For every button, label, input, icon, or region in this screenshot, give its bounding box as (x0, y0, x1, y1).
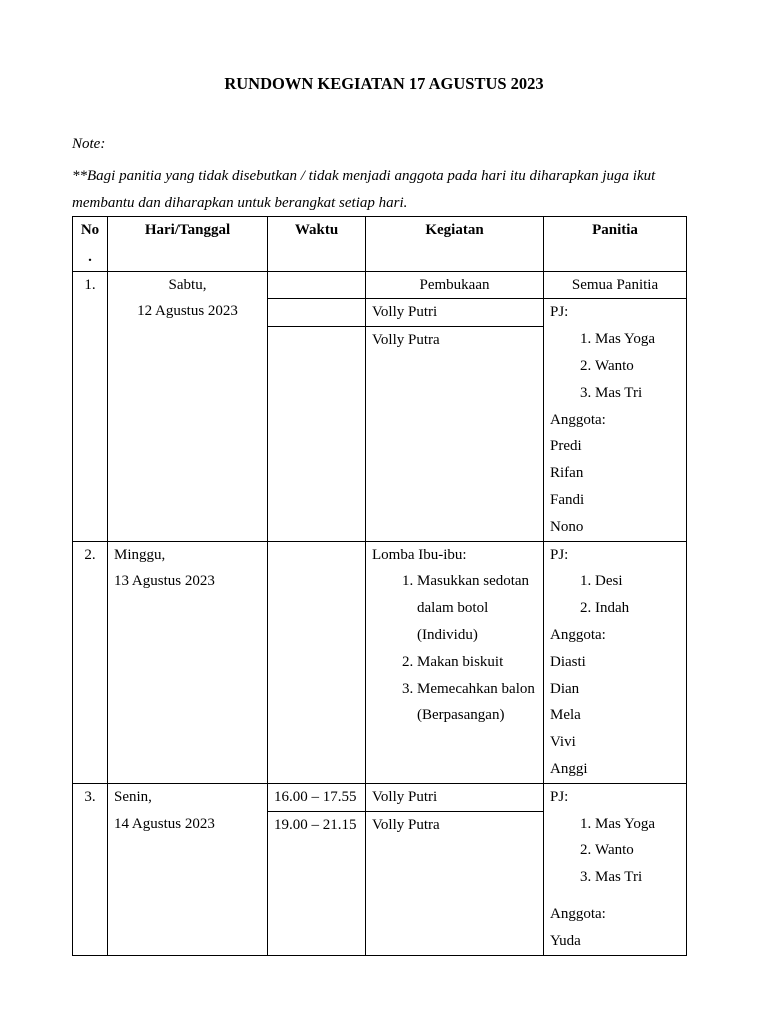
member-item: Nono (550, 518, 584, 535)
sub-activity: 3. Memecahkan balon (Berpasangan) (417, 676, 537, 730)
row-no: 1. (73, 271, 108, 541)
row-date-cell (108, 541, 268, 783)
row-activity: Volly Putra (366, 327, 544, 541)
header-no: No . (73, 217, 108, 272)
row-time (268, 271, 366, 299)
member-item: Predi (550, 438, 582, 455)
member-item: Mela (550, 707, 581, 724)
pj-item: 2. Indah (595, 595, 680, 622)
row-date: 12 Agustus 2023 (137, 303, 238, 320)
pj-item: 1. Desi (595, 568, 680, 595)
document-title: RUNDOWN KEGIATAN 17 AGUSTUS 2023 (224, 74, 544, 93)
table-header-row (73, 217, 687, 272)
rundown-table (72, 216, 687, 956)
row-activity: Volly Putri (366, 783, 544, 811)
note-text: **Bagi panitia yang tidak disebutkan / tidak menjadi anggota pada hari itu diharapkan juga ikut membantu dan diharapkan untuk berangkat setiap hari. (72, 168, 656, 211)
pj-item: 1. Mas Yoga (595, 326, 680, 353)
row-time (268, 299, 366, 327)
row-activity: Lomba Ibu-ibu: 1. Masukkan sedotan dalam botol (Individu) 2. Makan biskuit 3. Memecahkan balon (Berpasangan) (366, 541, 544, 783)
note-label: Note: (72, 136, 106, 152)
row-activity: Volly Putri (366, 299, 544, 327)
row-day: Senin, (114, 788, 152, 805)
row-time: 16.00 – 17.55 (268, 783, 366, 811)
header-date: Hari/Tanggal (108, 217, 268, 272)
row-committee: PJ: 1. Mas Yoga 2. Wanto 3. Mas Tri Anggota: Predi Rifan Fandi Nono (544, 299, 687, 541)
member-item: Anggi (550, 760, 588, 777)
row-date-cell (108, 783, 268, 955)
member-item: Yuda (550, 932, 581, 949)
member-item: Vivi (550, 734, 576, 751)
row-no: 2. (73, 541, 108, 783)
member-item: Rifan (550, 465, 584, 482)
sub-activity: 1. Masukkan sedotan dalam botol (Individu) (417, 568, 537, 648)
row-no: 3. (73, 783, 108, 955)
header-committee: Panitia (544, 217, 687, 272)
row-time (268, 327, 366, 541)
pj-item: 3. Mas Tri (595, 380, 680, 407)
row-activity: Pembukaan (366, 271, 544, 299)
header-activity: Kegiatan (366, 217, 544, 272)
header-time: Waktu (268, 217, 366, 272)
member-item: Diasti (550, 653, 586, 670)
table-row (73, 271, 687, 299)
member-item: Dian (550, 680, 580, 697)
pj-item: 2. Wanto (595, 353, 680, 380)
row-date-cell (108, 271, 268, 541)
sub-activity: 2. Makan biskuit (417, 649, 537, 676)
row-time: 19.00 – 21.15 (268, 811, 366, 955)
row-committee: PJ: 1. Desi 2. Indah Anggota: Diasti Dian Mela Vivi Anggi (544, 541, 687, 783)
pj-item: 3. Mas Tri (595, 864, 680, 891)
row-day: Sabtu, (168, 276, 207, 293)
row-activity: Volly Putra (366, 811, 544, 955)
row-committee-all: Semua Panitia (544, 271, 687, 299)
pj-item: 2. Wanto (595, 837, 680, 864)
row-time (268, 541, 366, 783)
member-item: Fandi (550, 491, 585, 508)
pj-item: 1. Mas Yoga (595, 811, 680, 838)
table-row (73, 783, 687, 811)
row-day: Minggu, (114, 546, 166, 563)
row-date: 14 Agustus 2023 (114, 815, 215, 832)
row-date: 13 Agustus 2023 (114, 573, 215, 590)
row-committee: PJ: 1. Mas Yoga 2. Wanto 3. Mas Tri Anggota: Yuda (544, 783, 687, 955)
table-row (73, 541, 687, 783)
